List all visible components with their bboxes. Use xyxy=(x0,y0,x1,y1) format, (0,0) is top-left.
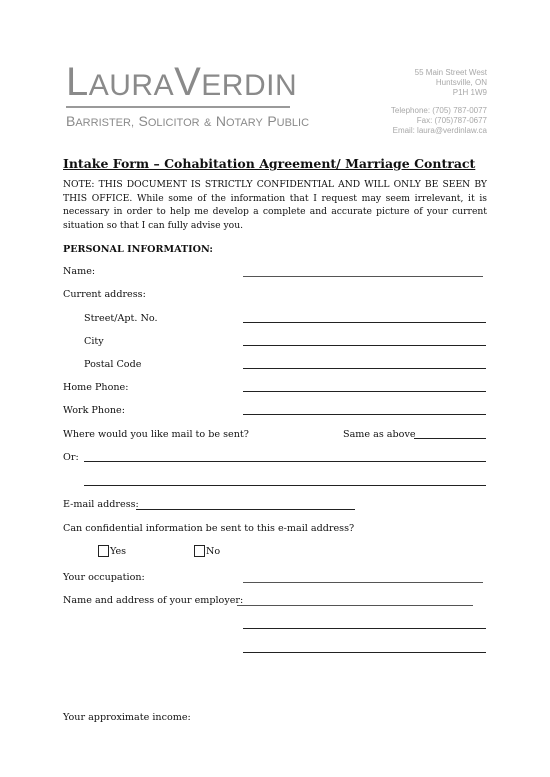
work-phone-label: Work Phone: xyxy=(63,405,125,416)
logo-last-rest: ERDIN xyxy=(201,69,298,102)
letterhead-logo xyxy=(66,62,297,106)
street-label: Street/Apt. No. xyxy=(84,313,158,324)
logo-first-initial: L xyxy=(66,60,89,104)
or-label: Or: xyxy=(63,452,79,463)
form-title: Intake Form – Cohabitation Agreement/ Marriage Contract xyxy=(63,156,476,171)
same-as-above-label: Same as above xyxy=(343,429,416,440)
employer-field-line-1[interactable] xyxy=(237,605,473,606)
logo-divider xyxy=(66,106,290,108)
postal-code-label: Postal Code xyxy=(84,359,142,370)
name-field[interactable] xyxy=(243,276,483,277)
yes-label: Yes xyxy=(110,546,127,557)
office-address-block xyxy=(391,68,487,136)
address-postal: P1H 1W9 xyxy=(452,88,487,97)
city-label: City xyxy=(84,336,104,347)
employer-field-line-2[interactable] xyxy=(243,628,486,629)
logo-last-initial: V xyxy=(174,60,202,104)
home-phone-field[interactable] xyxy=(243,391,486,392)
current-address-label: Current address: xyxy=(63,289,146,300)
address-email[interactable]: Email: laura@verdinlaw.ca xyxy=(392,126,487,135)
email-label: E-mail address: xyxy=(63,499,139,510)
logo-subtitle: BARRISTER, SOLICITOR & NOTARY PUBLIC xyxy=(66,113,310,129)
income-label: Your approximate income: xyxy=(63,712,191,723)
alternate-mail-address-line-2[interactable] xyxy=(84,485,486,486)
address-city: Huntsville, ON xyxy=(435,78,487,87)
address-telephone: Telephone: (705) 787-0077 xyxy=(390,106,487,115)
occupation-field[interactable] xyxy=(243,582,483,583)
no-label: No xyxy=(206,546,221,557)
no-checkbox[interactable] xyxy=(194,545,205,557)
alternate-mail-address-line-1[interactable] xyxy=(84,461,486,462)
home-phone-label: Home Phone: xyxy=(63,382,129,393)
address-fax: Fax: (705)787-0677 xyxy=(416,116,487,125)
yes-checkbox[interactable] xyxy=(98,545,109,557)
city-field[interactable] xyxy=(243,345,486,346)
address-street: 55 Main Street West xyxy=(414,68,487,77)
occupation-label: Your occupation: xyxy=(63,572,145,583)
street-field[interactable] xyxy=(243,322,486,323)
work-phone-field[interactable] xyxy=(243,414,486,415)
confidentiality-note: NOTE: THIS DOCUMENT IS STRICTLY CONFIDENTIAL AND WILL ONLY BE SEEN BY THIS OFFICE. While some of the information that I request may seem irrelevant, it is necessary in order to help me develop a complete and accurate picture of your current situation so that I can fully advise you. xyxy=(63,179,487,231)
employer-field-line-3[interactable] xyxy=(243,652,486,653)
name-label: Name: xyxy=(63,266,96,277)
email-field[interactable] xyxy=(136,509,355,510)
logo-first-rest: AURA xyxy=(88,69,175,102)
postal-code-field[interactable] xyxy=(243,368,486,369)
same-as-above-field[interactable] xyxy=(414,438,486,439)
employer-label: Name and address of your employer: xyxy=(63,595,244,606)
mail-destination-question: Where would you like mail to be sent? xyxy=(63,429,249,440)
confidential-email-question: Can confidential information be sent to this e-mail address? xyxy=(63,523,355,534)
section-personal-information: PERSONAL INFORMATION: xyxy=(63,244,213,255)
